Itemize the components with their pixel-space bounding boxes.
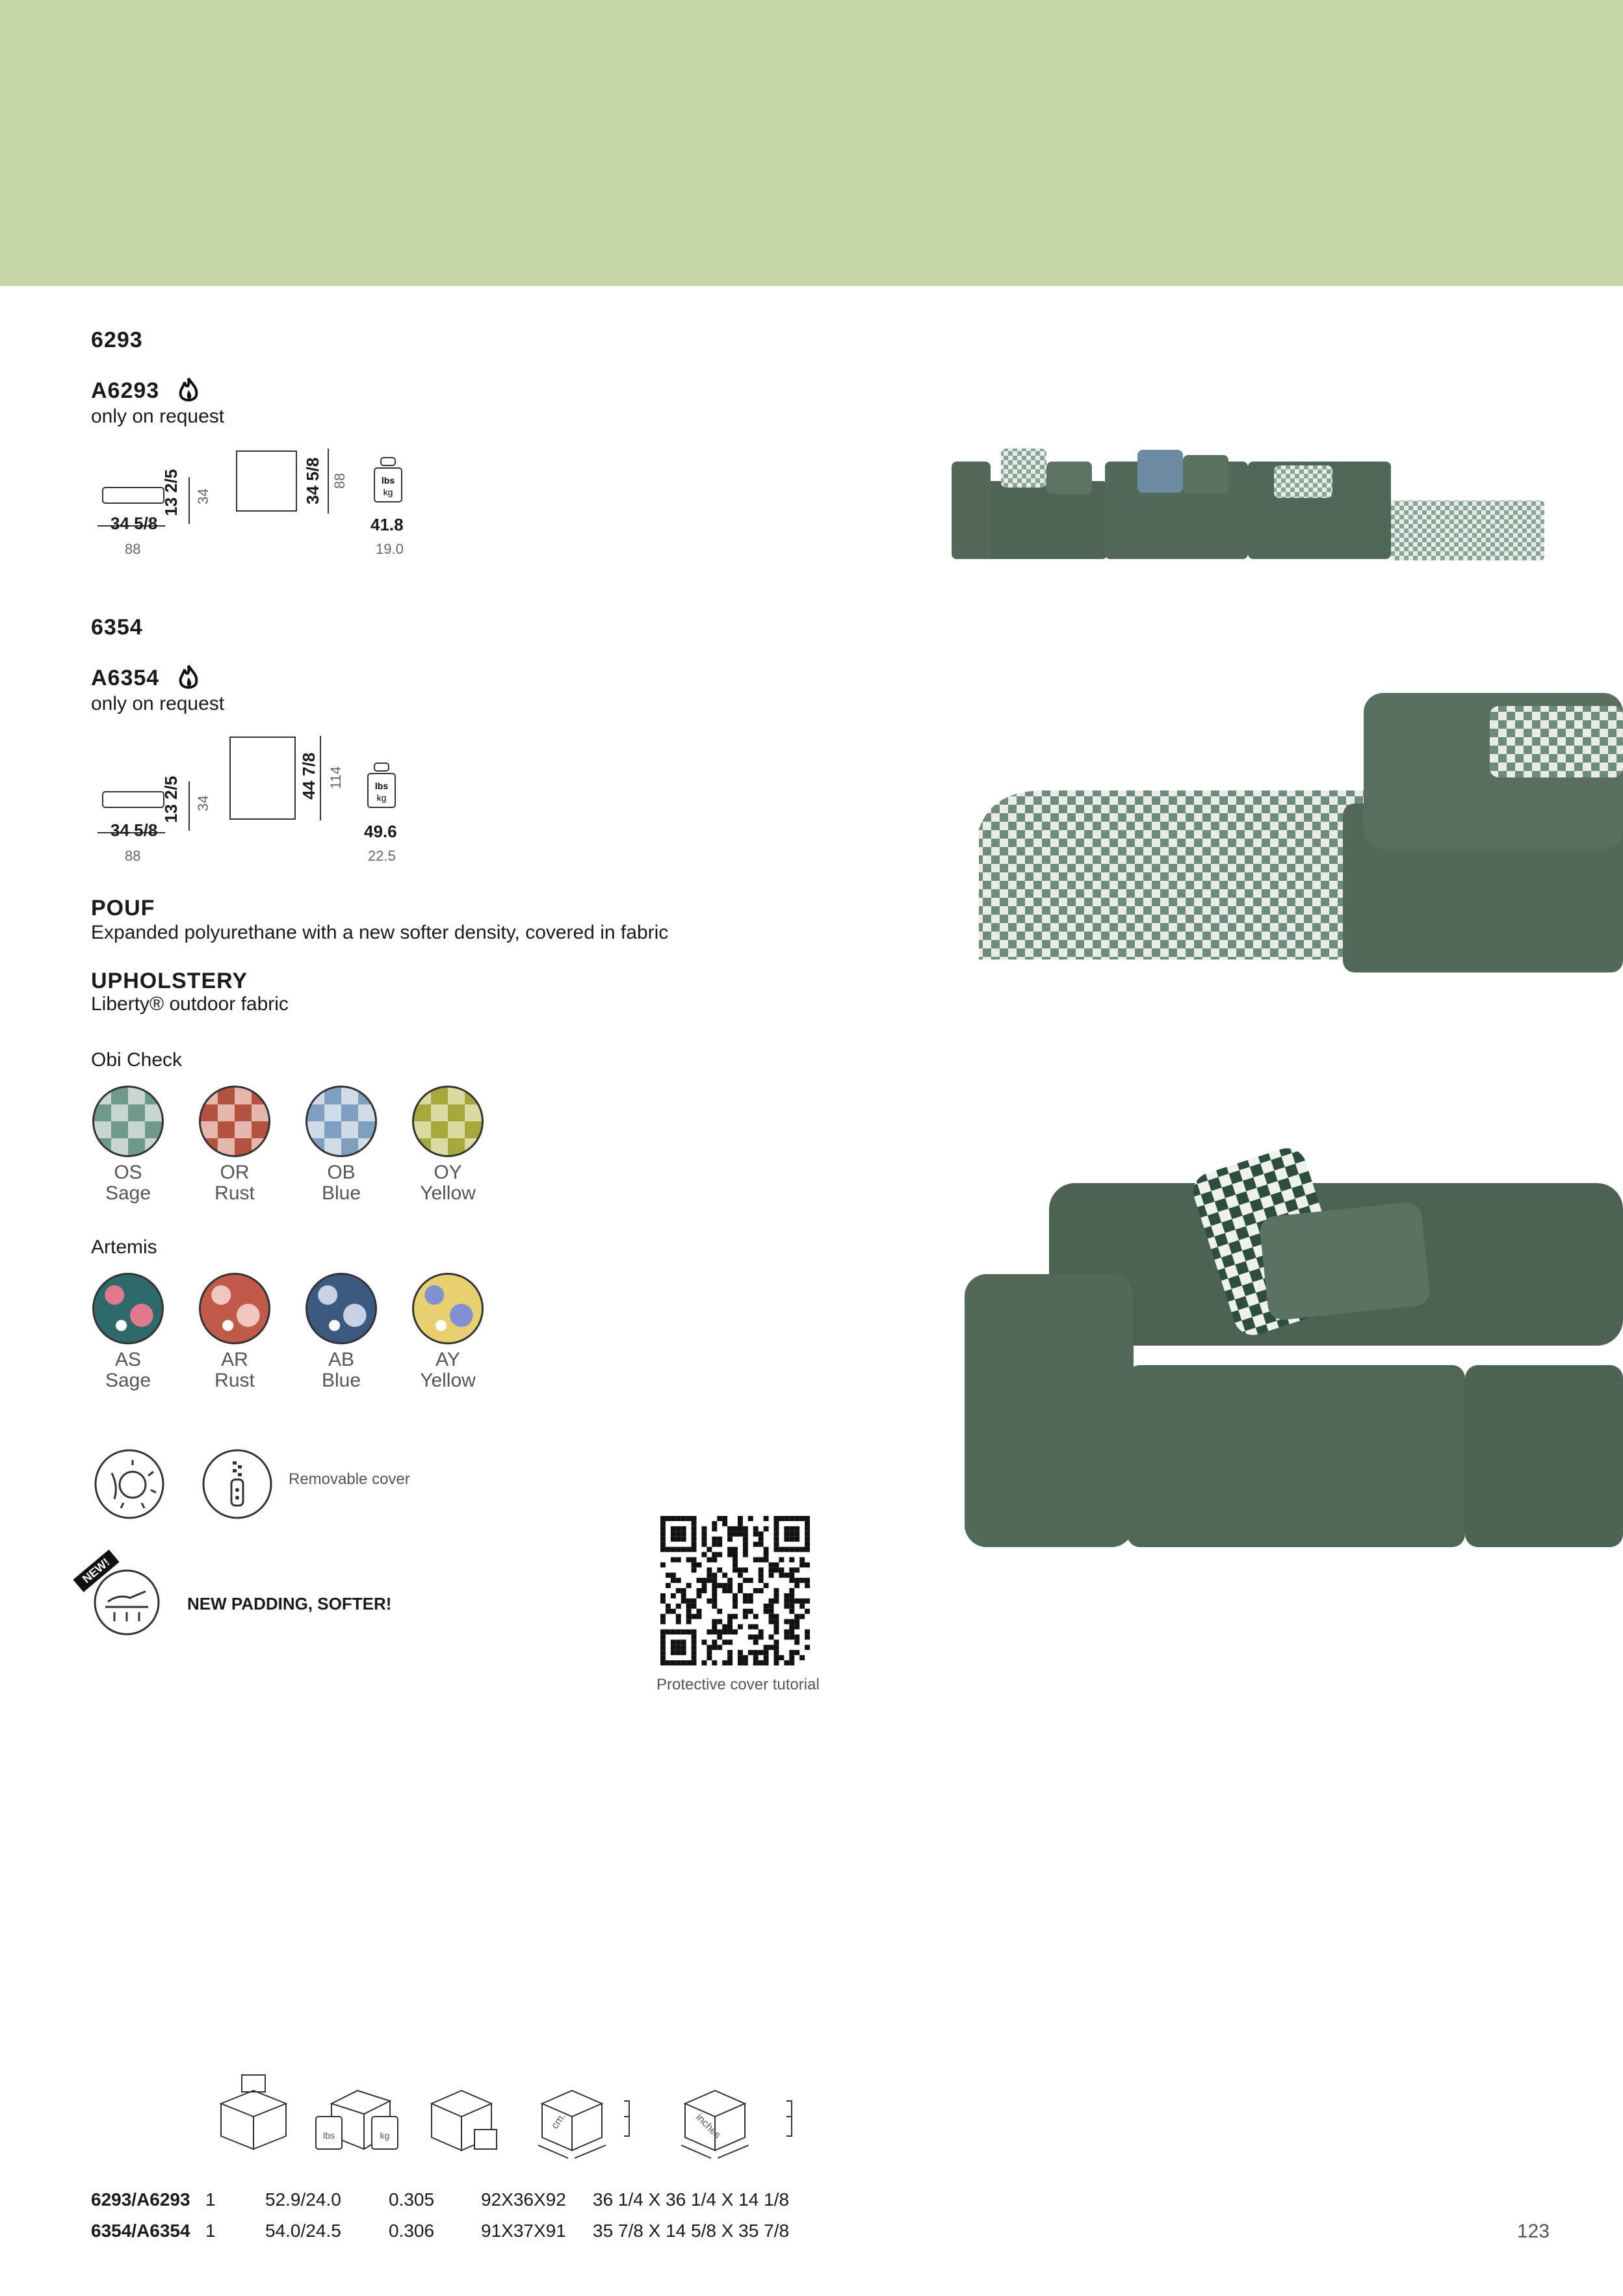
fabric-swatch-ar[interactable] <box>192 1273 277 1390</box>
new-badge: NEW! <box>73 1550 119 1592</box>
package-lbs-label: lbs <box>323 2130 335 2141</box>
package-inches-label: inches <box>694 2111 723 2141</box>
obi-check-title: Obi Check <box>91 1049 183 1071</box>
variant-code-a6354: A6354 <box>91 666 160 690</box>
fabric-swatch-or[interactable] <box>192 1086 277 1203</box>
weight-icon-lbs: lbs <box>374 781 389 791</box>
inches-cell: 36 1/4 X 36 1/4 X 14 1/8 <box>593 2189 790 2210</box>
artemis-title: Artemis <box>91 1236 157 1258</box>
sofa-photo-composition <box>949 442 1547 572</box>
weight-cell: 52.9/24.0 <box>265 2189 341 2210</box>
height-cm: 34 <box>195 488 211 504</box>
height-dimension-line <box>188 781 190 831</box>
pouf-heading: POUF <box>91 896 155 920</box>
swatch-code: OB <box>327 1162 356 1183</box>
qr-code[interactable] <box>660 1516 810 1665</box>
swatch-code: AS <box>114 1349 142 1370</box>
fabric-swatch-ay[interactable] <box>406 1273 490 1390</box>
header-color-band <box>0 0 1623 286</box>
zipper-icon <box>200 1447 274 1521</box>
weight-cell: 54.0/24.5 <box>265 2221 341 2241</box>
height-inches: 13 2/5 <box>161 776 181 823</box>
swatch-name: Sage <box>105 1369 151 1391</box>
weight-icon-kg: kg <box>376 792 387 803</box>
fabric-swatch-os[interactable] <box>86 1086 170 1203</box>
fabric-swatch-ab[interactable] <box>299 1273 383 1390</box>
product-code-6354: 6354 <box>91 615 143 640</box>
package-volume-icon <box>422 2078 507 2156</box>
cm-cell: 91X37X91 <box>481 2221 566 2241</box>
table-row <box>91 2221 806 2247</box>
sofa-detail-photo <box>965 1131 1623 1560</box>
depth-dimension-line <box>328 449 329 514</box>
weight-icon-lbs: lbs <box>381 475 395 486</box>
variant-code-a6293: A6293 <box>91 378 160 403</box>
height-inches: 13 2/5 <box>161 469 181 516</box>
depth-cm: 114 <box>328 766 344 789</box>
upholstery-heading: UPHOLSTERY <box>91 969 248 993</box>
swatch-color <box>412 1086 484 1157</box>
pouf-side-drawing <box>97 481 169 507</box>
fabric-swatch-oy[interactable] <box>406 1086 490 1203</box>
swatch-code: OS <box>114 1162 142 1183</box>
depth-cm: 88 <box>331 473 348 489</box>
package-cm-label: cm. <box>549 2111 569 2132</box>
swatch-color <box>305 1273 377 1344</box>
package-weight-icon <box>312 2078 403 2156</box>
weight-lbs: 41.8 <box>370 515 404 534</box>
fabric-swatch-ob[interactable] <box>299 1086 383 1203</box>
swatch-code: AR <box>221 1349 248 1370</box>
quantity-cell: 1 <box>205 2189 216 2210</box>
weight-lbs: 49.6 <box>364 822 397 841</box>
swatch-name: Blue <box>321 1182 361 1204</box>
volume-cell: 0.305 <box>389 2189 435 2210</box>
swatch-color <box>199 1273 270 1344</box>
swatch-code: AY <box>435 1349 460 1370</box>
width-inches: 34 5/8 <box>110 820 158 840</box>
swatch-color <box>412 1273 484 1344</box>
page-number: 123 <box>1517 2221 1550 2242</box>
package-inch-dimensions-icon <box>676 2078 793 2162</box>
weight-icon <box>365 761 398 819</box>
swatch-name: Rust <box>214 1182 255 1204</box>
availability-note: only on request <box>91 406 225 427</box>
width-inches: 34 5/8 <box>110 514 158 533</box>
package-kg-label: kg <box>380 2130 390 2141</box>
swatch-color <box>92 1273 164 1344</box>
table-row <box>91 2189 806 2215</box>
swatch-name: Sage <box>105 1182 151 1204</box>
swatch-code: OY <box>434 1162 462 1183</box>
weight-kg: 22.5 <box>368 848 396 864</box>
height-dimension-line <box>188 477 190 524</box>
width-cm: 88 <box>125 848 141 864</box>
pouf-top-drawing <box>234 449 299 514</box>
new-padding-label: NEW PADDING, SOFTER! <box>187 1594 392 1613</box>
fabric-swatch-as[interactable] <box>86 1273 170 1390</box>
sofa-pouf-photo <box>966 686 1623 972</box>
swatch-code: OR <box>220 1162 250 1183</box>
pouf-description: Expanded polyurethane with a new softer density, covered in fabric <box>91 922 669 943</box>
swatch-color <box>199 1086 270 1157</box>
weight-icon <box>372 455 404 514</box>
flame-retardant-icon <box>175 663 201 692</box>
weight-icon-kg: kg <box>383 487 393 497</box>
width-cm: 88 <box>125 541 141 557</box>
swatch-name: Yellow <box>420 1369 476 1391</box>
package-quantity-icon <box>208 2071 299 2156</box>
swatch-color <box>92 1086 164 1157</box>
depth-dimension-line <box>320 736 321 820</box>
quantity-cell: 1 <box>205 2221 216 2241</box>
swatch-name: Blue <box>321 1369 361 1391</box>
model-cell: 6354/A6354 <box>91 2221 190 2241</box>
package-cm-dimensions-icon <box>533 2078 650 2162</box>
height-cm: 34 <box>195 795 211 811</box>
availability-note: only on request <box>91 693 225 714</box>
removable-cover-label: Removable cover <box>289 1470 410 1488</box>
pouf-side-drawing <box>97 787 169 813</box>
cm-cell: 92X36X92 <box>481 2189 566 2210</box>
inches-cell: 35 7/8 X 14 5/8 X 35 7/8 <box>593 2221 790 2241</box>
volume-cell: 0.306 <box>389 2221 435 2241</box>
pouf-top-drawing <box>227 735 299 822</box>
depth-inches: 44 7/8 <box>299 752 318 800</box>
model-cell: 6293/A6293 <box>91 2189 190 2210</box>
swatch-code: AB <box>328 1349 355 1370</box>
upholstery-description: Liberty® outdoor fabric <box>91 993 289 1015</box>
depth-inches: 34 5/8 <box>303 457 322 504</box>
swatch-name: Rust <box>214 1369 255 1391</box>
flame-retardant-icon <box>175 376 201 404</box>
soft-padding-icon <box>92 1568 161 1637</box>
uv-resistant-icon <box>92 1447 166 1521</box>
swatch-color <box>305 1086 377 1157</box>
qr-caption: Protective cover tutorial <box>656 1676 820 1693</box>
weight-kg: 19.0 <box>376 541 404 557</box>
product-code-6293: 6293 <box>91 328 143 352</box>
swatch-name: Yellow <box>420 1182 476 1204</box>
